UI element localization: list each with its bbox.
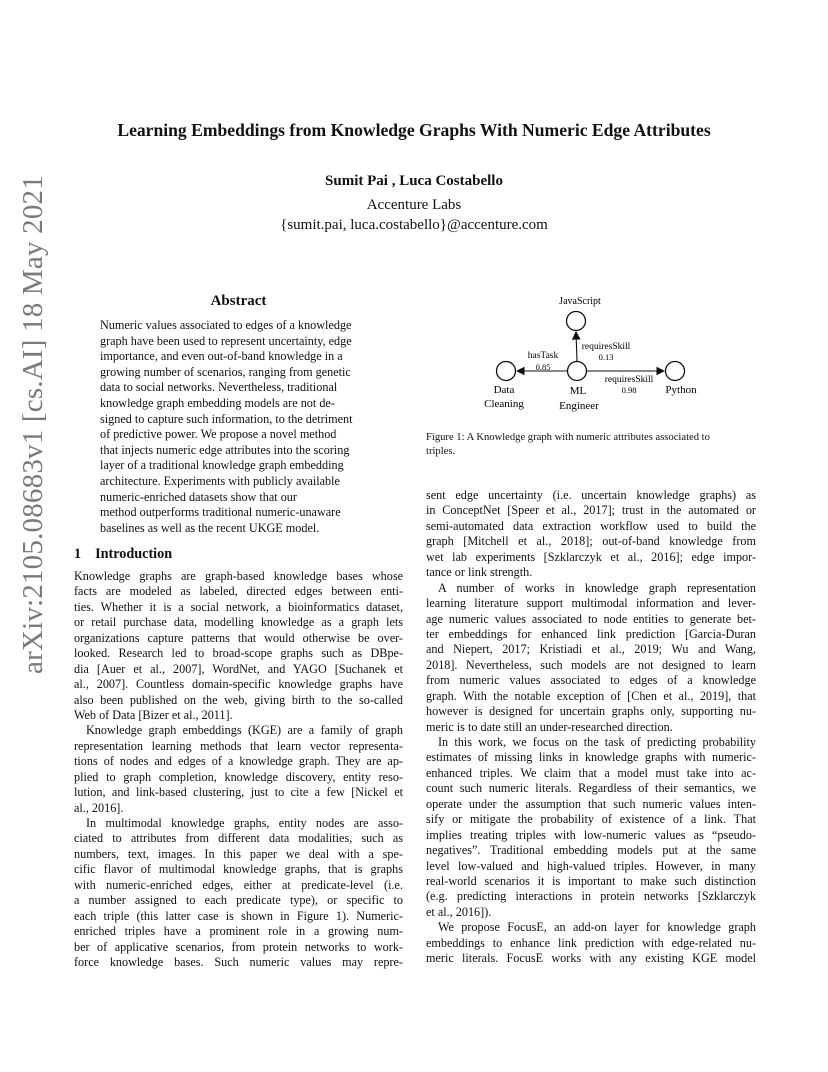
paragraph-line: semi-automated data extraction workflow used to build the	[426, 518, 756, 533]
paragraph-line: plied to graph completion, knowledge discovery, entity reso-	[74, 769, 403, 784]
paragraph-line: ties. Whether it is a social network, a bioinformatics dataset,	[74, 599, 403, 614]
figure-1-caption	[426, 431, 756, 459]
paragraph-line: learning literature support multimodal information and lever-	[426, 596, 756, 611]
paragraph-line: lution, and link-based clustering, just to cite a few [Nickel et	[74, 785, 403, 800]
paragraph-line: embeddings to enhance link prediction with edge-related nu-	[426, 935, 756, 950]
paragraph-line: al., 2007]. Countless domain-specific knowledge graphs have	[74, 677, 403, 692]
paragraph-line: tance or link strength.	[426, 565, 533, 580]
paragraph-line: level low-valued and high-valued triples. However, in many	[426, 858, 756, 873]
left-column-text	[74, 569, 403, 970]
paragraph-line: operate under the assumption that such numeric values inten-	[426, 796, 756, 811]
paragraph-line: enriched triples have a prominent role in a growing num-	[74, 924, 403, 939]
paragraph-line: We propose FocusE, an add-on layer for knowledge graph	[438, 920, 756, 935]
paragraph-line: a number assigned to each predicate type), or specific to	[74, 893, 403, 908]
paragraph-line: cific flavor of multimodal knowledge graphs, that is graphs	[74, 862, 403, 877]
paper-title: Learning Embeddings from Knowledge Graphs With Numeric Edge Attributes	[117, 120, 711, 140]
node-label-data-cleaning: Data	[493, 384, 515, 396]
paragraph-line: also been published on the web, giving birth to the so-called	[74, 692, 403, 707]
paragraph-line: Knowledge graphs are graph-based knowledge bases whose	[74, 569, 403, 583]
abstract-body	[100, 318, 377, 536]
paragraph-line: meric is to date still an under-researched direction.	[426, 719, 673, 734]
paragraph-line: Knowledge graph embeddings (KGE) are a family of graph	[86, 723, 403, 738]
paragraph-line: and Niepert, 2017; Kristiadi et al., 2019; Wu and Wang,	[426, 642, 756, 657]
node-javascript	[567, 312, 586, 331]
paragraph-line: from numeric values associated to edges of a knowledge	[426, 673, 756, 688]
abstract-line: graph have been used to represent uncertainty, edge	[100, 333, 352, 348]
edge-value-requires-skill-javascript: 0.13	[598, 352, 614, 362]
paragraph-line: sent edge uncertainty (i.e. uncertain knowledge graphs) as	[426, 488, 756, 502]
paragraph-line: Web of Data [Bizer et al., 2011].	[74, 707, 233, 722]
abstract-heading: Abstract	[210, 293, 267, 309]
abstract-line: data to social networks. Nevertheless, traditional	[100, 380, 338, 395]
paragraph-line: force knowledge bases. Such numeric values may repre-	[74, 954, 403, 969]
paragraph-line: in ConceptNet [Speer et al., 2017]; trust in the automated or	[426, 503, 756, 518]
abstract-line: method outperforms traditional numeric-unaware	[100, 505, 341, 520]
abstract-line: growing number of scenarios, ranging from genetic	[100, 364, 351, 379]
right-column-text	[426, 488, 756, 967]
node-label-javascript: JavaScript	[559, 296, 601, 307]
edge-label-has-task: hasTask	[527, 351, 559, 361]
figure-1-knowledge-graph	[470, 290, 710, 415]
affiliation-name: Accenture Labs	[366, 197, 462, 213]
paragraph-line: graph. With the notable exception of [Chen et al., 2019], that	[426, 688, 756, 703]
abstract-line: baselines as well as the recent UKGE model.	[100, 520, 320, 535]
edge-label-requires-skill-javascript: requiresSkill	[581, 342, 631, 352]
paragraph-line: or retail purchase data, modelling knowledge as a graph lets	[74, 615, 403, 630]
paragraph-line: representation learning methods that learn vector representa-	[74, 738, 403, 753]
node-ml-engineer	[568, 362, 587, 381]
paragraph-line: however is designed for uncertain graphs only, supporting nu-	[426, 704, 756, 719]
paragraph-line: ciated to attributes from different data modalities, such as	[74, 831, 403, 846]
paragraph-line: count such numeric literals. Regardless of their semantics, we	[426, 781, 756, 796]
section-title: Introduction	[95, 546, 173, 562]
paragraph-line: real-world scenarios it is important to make such distinction	[426, 873, 756, 888]
paragraph-line: wet lab experiments [Szklarczyk et al., 2016]; edge impor-	[426, 549, 756, 564]
node-label-ml-engineer: Engineer	[559, 400, 599, 412]
caption-line: triples.	[426, 446, 456, 457]
paragraph-line: A number of works in knowledge graph representation	[438, 580, 756, 595]
node-data-cleaning	[497, 362, 516, 381]
paper-authors: Sumit Pai , Luca Costabello	[325, 173, 503, 189]
paragraph-line: facts are modeled as labeled, directed edges between enti-	[74, 584, 403, 599]
paragraph-line: In multimodal knowledge graphs, entity nodes are asso-	[86, 816, 403, 830]
node-label-ml-engineer: ML	[569, 385, 587, 397]
arxiv-identifier: arXiv:2105.08683v1 [cs.AI] 18 May 2021	[17, 175, 49, 674]
paragraph-line: meric literals. FocusE works with any existing KGE model	[426, 951, 756, 966]
node-label-python: Python	[665, 384, 697, 396]
paragraph-line: dia [Auer et al., 2007], WordNet, and YAGO [Suchanek et	[74, 661, 403, 676]
paragraph-line: 2018]. Nevertheless, such models are not designed to learn	[426, 657, 756, 672]
abstract-line: architecture. Experiments with publicly available	[100, 473, 340, 488]
paragraph-line: estimates of missing links in knowledge graphs with numeric-	[426, 750, 756, 765]
edge-value-has-task: 0.85	[535, 362, 551, 372]
abstract-line: Numeric values associated to edges of a knowledge	[100, 318, 352, 332]
abstract-line: of predictive power. We propose a novel method	[100, 427, 337, 442]
abstract-line: signed to capture such information, to the detriment	[100, 411, 353, 426]
paragraph-line: looked. Research led to broad-scope graphs such as DBpe-	[74, 646, 403, 661]
paragraph-line: sify or mitigate the probability of existence of a link. That	[426, 812, 756, 827]
paragraph-line: al., 2016].	[74, 800, 124, 815]
abstract-line: numeric-enriched datasets show that our	[100, 489, 297, 504]
abstract-line: knowledge graph embedding models are not de-	[100, 395, 335, 410]
section-heading-introduction	[74, 545, 172, 563]
paragraph-line: ter embeddings for enhanced link prediction [Garcia-Duran	[426, 626, 756, 641]
paragraph-line: et al., 2016]).	[426, 904, 492, 919]
paragraph-line: with numeric-enriched edges, either at predicate-level (i.e.	[74, 877, 403, 892]
paragraph-line: ber of applicative scenarios, from protein networks to work-	[74, 939, 403, 954]
abstract-line: layer of a traditional knowledge graph embedding	[100, 458, 344, 473]
paragraph-line: (e.g. predicting interactions in protein networks [Szklarczyk	[426, 889, 756, 904]
edge-value-requires-skill-python: 0.98	[621, 385, 637, 395]
edge-label-requires-skill-python: requiresSkill	[604, 375, 654, 385]
paragraph-line: each triple (this latter case is shown in Figure 1). Numeric-	[74, 908, 403, 923]
paragraph-line: negatives”. Traditional embedding models put at the same	[426, 843, 756, 858]
author-affiliation	[0, 195, 828, 235]
paragraph-line: enhanced triples. We claim that a model must take into ac-	[426, 765, 756, 780]
paragraph-line: graph [Mitchell et al., 2018]; out-of-band knowledge from	[426, 534, 756, 549]
abstract-line: that injects numeric edge attributes into the scoring	[100, 442, 350, 457]
paragraph-line: In this work, we focus on the task of predicting probability	[438, 735, 756, 749]
caption-line: Figure 1: A Knowledge graph with numeric attributes associated to	[426, 432, 710, 443]
node-python	[666, 362, 685, 381]
paragraph-line: numbers, text, images. In this paper we deal with a spe-	[74, 846, 403, 861]
paragraph-line: organizations capture patterns that would otherwise be over-	[74, 630, 403, 645]
paragraph-line: age numeric values associated to node entities to generate bet-	[426, 611, 756, 626]
paragraph-line: tions of nodes and edges of a knowledge graph. They are ap-	[74, 754, 403, 769]
edge-requires-skill-javascript	[576, 332, 577, 361]
abstract-line: importance, and even out-of-band knowledge in a	[100, 349, 343, 364]
node-label-data-cleaning: Cleaning	[484, 398, 524, 410]
author-emails: {sumit.pai, luca.costabello}@accenture.com	[280, 217, 548, 233]
paragraph-line: implies treating triples with low-numeric values as “pseudo-	[426, 827, 756, 842]
section-number: 1	[74, 546, 82, 562]
